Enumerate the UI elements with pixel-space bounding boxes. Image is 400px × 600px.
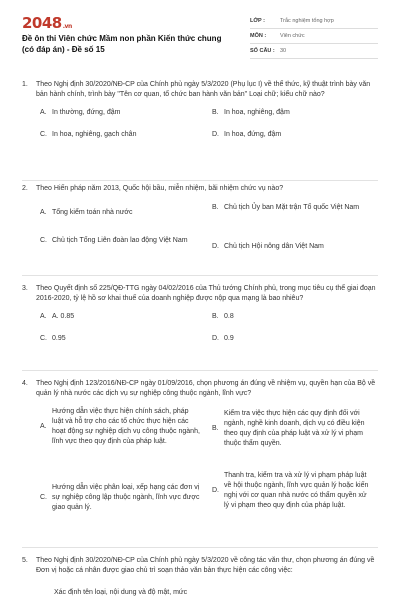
option-letter: C. xyxy=(40,131,47,138)
question-number: 5. xyxy=(22,557,28,564)
question-item xyxy=(22,80,378,181)
option-letter: D. xyxy=(212,335,219,342)
option-a[interactable] xyxy=(40,108,190,118)
option-letter: A. xyxy=(40,423,47,430)
meta-label: LỚP : xyxy=(250,18,265,24)
option-text: Chủ tịch Ủy ban Mặt trận Tổ quốc Việt Nam xyxy=(224,204,360,211)
meta-value: Viên chức xyxy=(280,33,305,39)
meta-row-count xyxy=(250,44,378,59)
option-text: Thanh tra, kiểm tra và xử lý vi phạm pháp luật về hội thuộc ngành, lĩnh vực quản lý hoặc kiến nghị với cơ quan nhà nước có thẩm quyền xử lý vi phạm theo quy định của pháp luật. xyxy=(224,472,369,509)
question-text: Theo Quyết định số 225/QĐ-TTG ngày 04/02/2016 của Thủ tướng Chính phủ, trong mục tiêu cụ thể giai đoạn 2016-2020, tỷ lệ hồ sơ khai thuế của doanh nghiệp được nộp qua mạng là bao nhiêu? xyxy=(36,285,376,302)
meta-value: Trắc nghiệm tổng hợp xyxy=(280,18,334,24)
option-text: Xác định tên loại, nội dung và độ mật, mức xyxy=(54,589,188,596)
option-letter: D. xyxy=(212,243,219,250)
option-b[interactable] xyxy=(212,203,372,213)
option-letter: B. xyxy=(212,425,219,432)
option-d[interactable] xyxy=(212,334,362,344)
option-d[interactable] xyxy=(212,130,362,140)
option-text: Chủ tịch Hội nông dân Việt Nam xyxy=(224,243,324,250)
site-logo[interactable] xyxy=(22,14,72,32)
question-number: 1. xyxy=(22,81,28,88)
meta-panel xyxy=(250,14,378,59)
question-text: Theo Hiến pháp năm 2013, Quốc hội bầu, miễn nhiệm, bãi nhiệm chức vụ nào? xyxy=(36,185,284,192)
option-letter: B. xyxy=(212,313,219,320)
option-text: A. 0.85 xyxy=(52,313,75,320)
option-text: In hoa, đứng, đậm xyxy=(224,131,282,138)
option-text: In hoa, nghiêng, gạch chân xyxy=(52,131,137,138)
question-item xyxy=(22,181,378,276)
question-text: Theo Nghị định 123/2016/NĐ-CP ngày 01/09/2016, chọn phương án đúng về nhiệm vụ, quyền hạn của Bộ về quản lý nhà nước các dịch vụ sự nghiệp công thuộc ngành, lĩnh vực? xyxy=(36,380,376,397)
option-text: In hoa, nghiêng, đậm xyxy=(224,109,290,116)
option-letter: C. xyxy=(40,335,47,342)
option-text: In thường, đứng, đậm xyxy=(52,109,121,116)
option-d[interactable] xyxy=(212,242,382,252)
option-text: Tổng kiểm toán nhà nước xyxy=(52,209,133,216)
logo-suffix: .vn xyxy=(62,23,72,30)
meta-label: MÔN : xyxy=(250,33,267,39)
meta-label: SỐ CÂU : xyxy=(250,48,275,54)
meta-value: 30 xyxy=(280,48,287,54)
question-text: Theo Nghị định 30/2020/NĐ-CP của Chính phủ ngày 5/3/2020 (Phụ lục I) về thể thức, kỹ thuật trình bày văn bản hành chính, trình bày "Tên cơ quan, tổ chức ban hành văn bản" Loại chữ; kiểu chữ nào? xyxy=(36,81,371,98)
option-c[interactable] xyxy=(40,483,200,513)
option-b[interactable] xyxy=(212,409,372,449)
option-letter: A. xyxy=(40,313,47,320)
option-a[interactable] xyxy=(40,208,190,218)
option-letter: D. xyxy=(212,487,219,494)
option-letter: B. xyxy=(212,109,219,116)
question-item xyxy=(22,548,378,600)
option-a[interactable] xyxy=(40,588,200,598)
option-c[interactable] xyxy=(40,130,190,140)
meta-row-subject xyxy=(250,29,378,44)
option-text: Hướng dẫn việc phân loại, xếp hạng các đơn vị sự nghiệp công lập thuộc ngành, lĩnh vực được giao quản lý. xyxy=(52,484,200,511)
option-letter: C. xyxy=(40,237,47,244)
option-c[interactable] xyxy=(40,334,190,344)
header xyxy=(22,14,378,60)
option-letter: A. xyxy=(40,109,47,116)
logo-text: 2048 xyxy=(22,14,62,32)
option-letter: D. xyxy=(212,131,219,138)
option-letter: A. xyxy=(40,209,47,216)
question-item xyxy=(22,371,378,548)
option-text: Chủ tịch Tổng Liên đoàn lao động Việt Nam xyxy=(52,237,188,244)
question-list xyxy=(22,80,378,600)
option-text: Kiểm tra việc thực hiện các quy định đối với ngành, nghề kinh doanh, dịch vụ có điều kiện theo quy định của pháp luật và xử lý vi phạm thuộc thẩm quyền. xyxy=(224,410,365,447)
question-number: 4. xyxy=(22,380,28,387)
question-item xyxy=(22,276,378,371)
option-text: 0.9 xyxy=(224,335,234,342)
option-b[interactable] xyxy=(212,108,362,118)
question-text: Theo Nghị định 30/2020/NĐ-CP của Chính phủ ngày 5/3/2020 về công tác văn thư, chọn phương án đúng về Đơn vị hoặc cá nhân được giao chủ trì soạn thảo văn bản thực hiện các công việc: xyxy=(36,557,375,574)
option-b[interactable] xyxy=(212,312,362,322)
meta-row-class xyxy=(250,14,378,29)
option-letter: C. xyxy=(40,494,47,501)
option-a[interactable] xyxy=(40,312,190,322)
option-text: Hướng dẫn việc thực hiện chính sách, pháp luật và hỗ trợ cho các tổ chức thực hiện các hoạt động sự nghiệp dịch vụ công thuộc ngành, lĩnh vực theo quy định của pháp luật. xyxy=(52,408,200,445)
option-text: 0.8 xyxy=(224,313,234,320)
question-number: 2. xyxy=(22,185,28,192)
option-d[interactable] xyxy=(212,471,372,511)
option-c[interactable] xyxy=(40,236,190,246)
page-title: Đề ôn thi Viên chức Mầm non phần Kiến thức chung (có đáp án) - Đề số 15 xyxy=(22,34,222,54)
question-number: 3. xyxy=(22,285,28,292)
option-text: 0.95 xyxy=(52,335,66,342)
option-a[interactable] xyxy=(40,407,200,447)
option-letter: B. xyxy=(212,204,219,211)
